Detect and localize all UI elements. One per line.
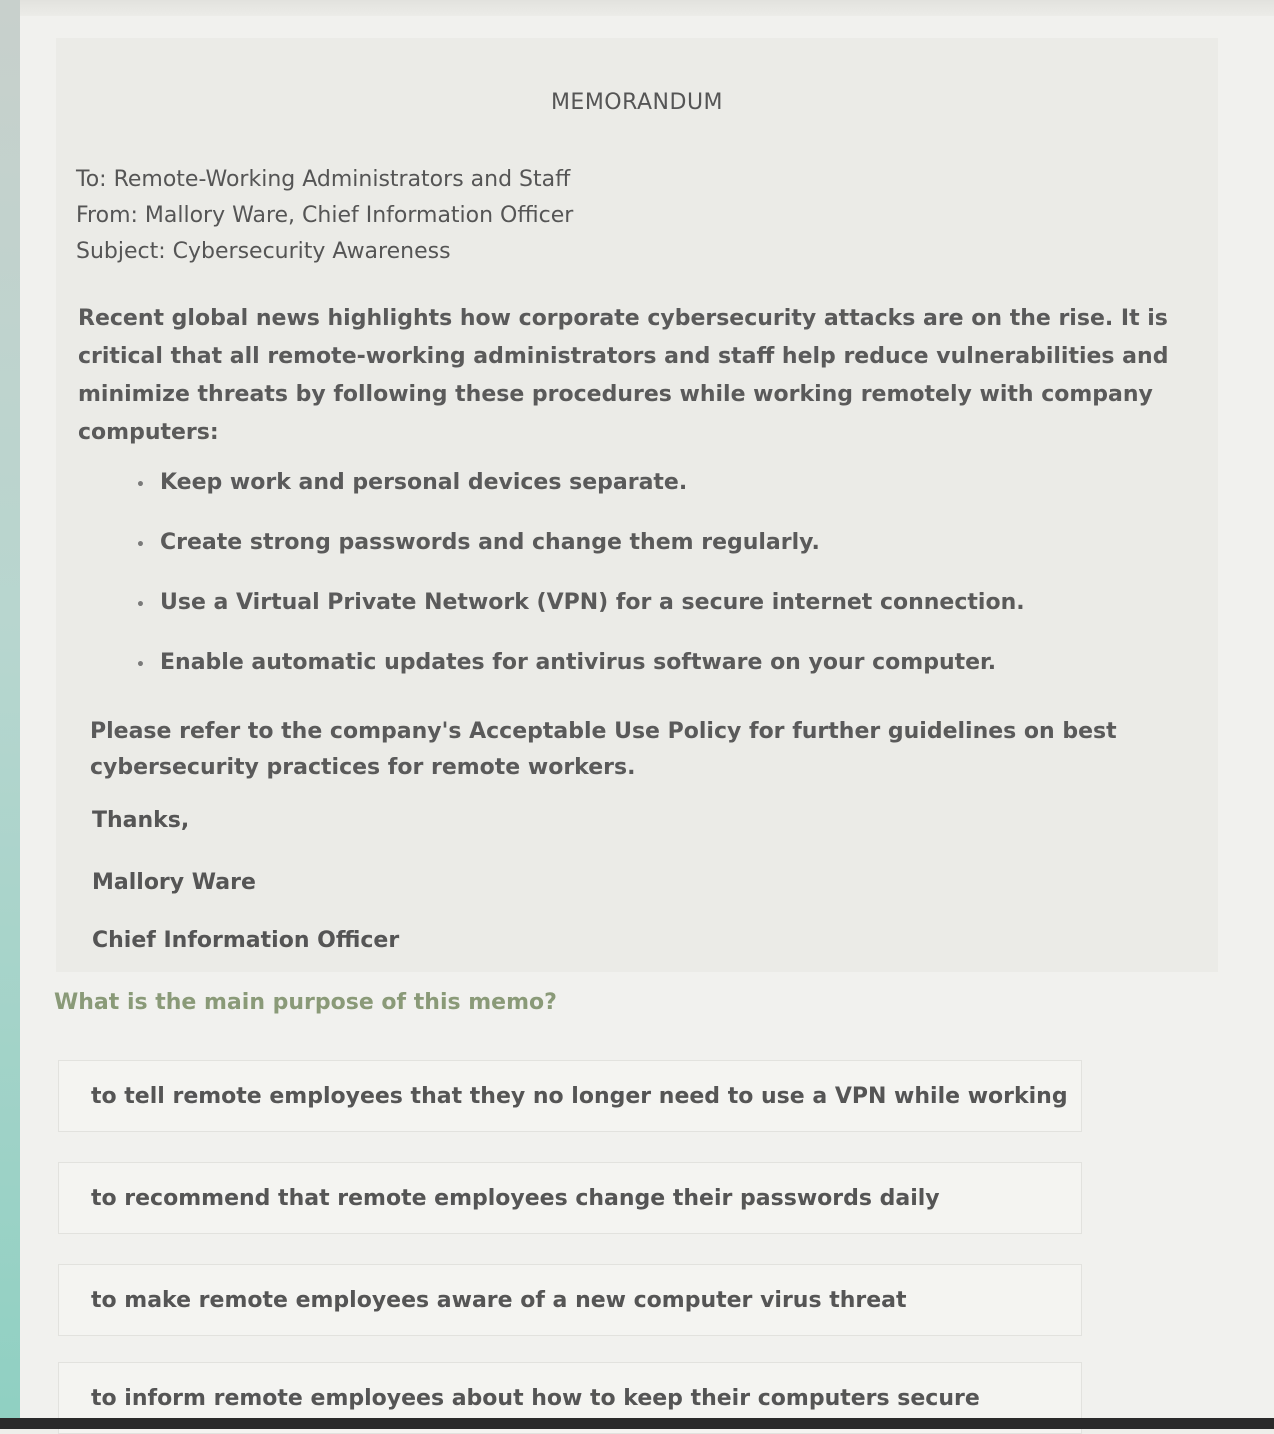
screen-bottom-bezel [0,1418,1274,1429]
list-item-text: Keep work and personal devices separate. [160,470,688,495]
answer-option-a[interactable] [58,1060,1082,1132]
answer-option-label: to inform remote employees about how to keep their computers secure [91,1385,980,1411]
answer-option-b[interactable] [58,1162,1082,1234]
memo-closing-paragraph: Please refer to the company's Acceptable Use Policy for further guidelines on best cybersecurity practices for remote workers. [90,719,1117,780]
memo-header [76,162,573,270]
list-item-text: Create strong passwords and change them regularly. [160,530,820,555]
answer-option-c[interactable] [58,1264,1082,1336]
memo-from-line: From: Mallory Ware, Chief Information Officer [76,203,574,228]
answer-option-label: to recommend that remote employees change their passwords daily [91,1185,940,1211]
list-item [136,470,1025,530]
page-content [20,16,1274,1418]
memo-subject-line: Subject: Cybersecurity Awareness [76,239,451,264]
bullet-dot-icon: • [136,477,145,493]
memo-to-line: To: Remote-Working Administrators and Staff [76,167,571,192]
bullet-dot-icon: • [136,657,145,673]
left-window-edge [0,0,20,1429]
answer-option-label: to make remote employees aware of a new computer virus threat [91,1287,907,1313]
answer-option-label: to tell remote employees that they no longer need to use a VPN while working [91,1083,1068,1109]
memo-title: MEMORANDUM [550,90,724,115]
bullet-dot-icon: • [136,597,145,613]
list-item-text: Enable automatic updates for antivirus software on your computer. [160,650,997,675]
memo-signoff: Thanks, [92,808,190,833]
memo-signature-title: Chief Information Officer [92,928,400,953]
top-strip [0,0,1274,16]
list-item [136,650,1025,710]
question-prompt: What is the main purpose of this memo? [54,990,557,1015]
list-item-text: Use a Virtual Private Network (VPN) for a secure internet connection. [160,590,1025,615]
memo-body-paragraph: Recent global news highlights how corporate cybersecurity attacks are on the rise. It is critical that all remote-working administrators and staff help reduce vulnerabilities and minimize threats by following these procedures while working remotely with company computers: [78,306,1169,445]
memo-procedure-list [136,470,1025,710]
list-item [136,590,1025,650]
list-item [136,530,1025,590]
memo-signature-name: Mallory Ware [92,870,256,895]
bullet-dot-icon: • [136,537,145,553]
memo-passage [56,38,1218,972]
